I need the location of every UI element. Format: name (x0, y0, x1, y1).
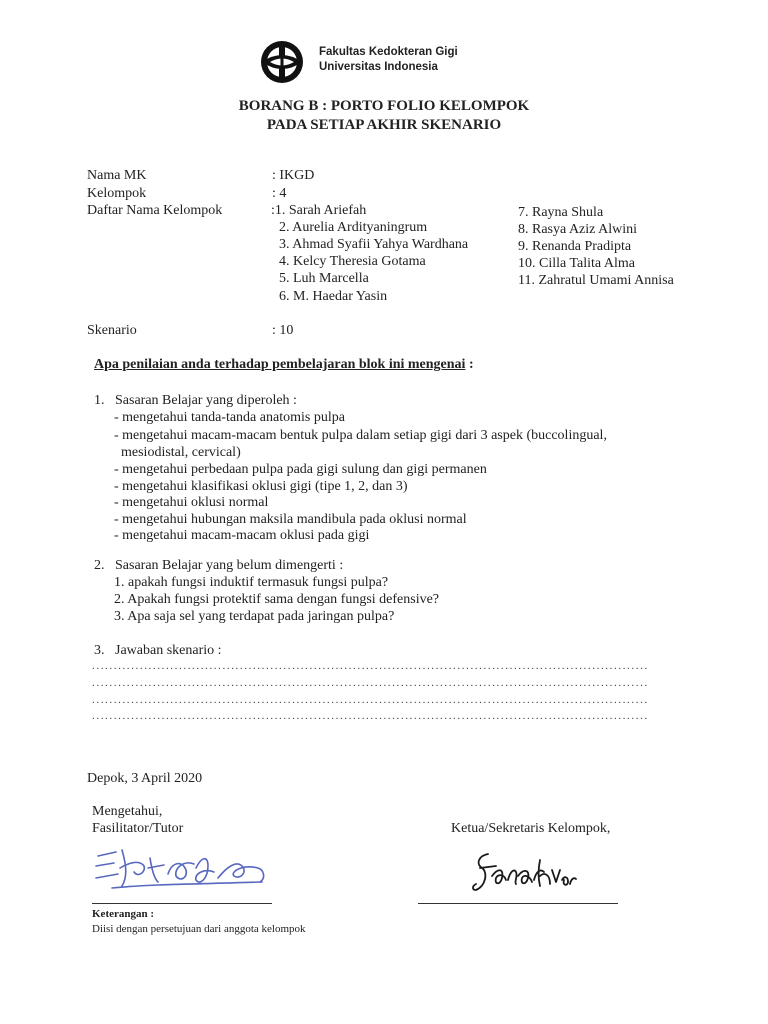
tutor-signature-image (92, 838, 272, 894)
institution-line1: Fakultas Kedokteran Gigi (319, 46, 458, 58)
section1-item: - mengetahui hubungan maksila mandibula pada oklusi normal (114, 512, 467, 527)
section2-item: 3. Apa saja sel yang terdapat pada jaringan pulpa? (114, 609, 395, 624)
makara-logo-icon (256, 38, 308, 86)
member-item: 8. Rasya Aziz Alwini (518, 222, 637, 237)
skenario-label: Skenario (87, 323, 137, 338)
answer-line: ................................................................................................................................ (92, 694, 649, 706)
question-suffix: : (468, 357, 474, 372)
section2-heading: 2. Sasaran Belajar yang belum dimengerti : (94, 558, 344, 573)
member-item: 10. Cilla Talita Alma (518, 256, 635, 271)
fasilitator-label: Fasilitator/Tutor (92, 821, 184, 836)
section2-item: 2. Apakah fungsi protektif sama dengan fungsi defensive? (114, 592, 440, 607)
question-text: Apa penilaian anda terhadap pembelajaran blok ini mengenai (94, 357, 466, 372)
member-item: 6. M. Haedar Yasin (279, 289, 388, 304)
section1-item: - mengetahui oklusi normal (114, 495, 269, 510)
section1-item: - mengetahui macam-macam oklusi pada gigi (114, 528, 370, 543)
ketua-signature-image (470, 846, 580, 896)
section3-heading: 3. Jawaban skenario : (94, 643, 222, 658)
daftar-label: Daftar Nama Kelompok (87, 203, 223, 218)
university-logo (256, 38, 308, 86)
keterangan-text: Diisi dengan persetujuan dari anggota kelompok (92, 923, 306, 935)
tutor-signature-line (92, 903, 272, 904)
member-item: 7. Rayna Shula (518, 205, 604, 220)
section1-item: - mengetahui tanda-tanda anatomis pulpa (114, 410, 345, 425)
section1-item: - mengetahui macam-macam bentuk pulpa dalam setiap gigi dari 3 aspek (buccolingual, (114, 428, 607, 443)
section1-heading: 1. Sasaran Belajar yang diperoleh : (94, 393, 297, 408)
ketua-signature-line (418, 903, 618, 904)
kelompok-value: : 4 (272, 186, 287, 201)
answer-line: ................................................................................................................................ (92, 710, 649, 722)
member-item: 9. Renanda Pradipta (518, 239, 632, 254)
section1-item: mesiodistal, cervical) (114, 445, 241, 460)
section1-item: - mengetahui perbedaan pulpa pada gigi sulung dan gigi permanen (114, 462, 487, 477)
member-item: 11. Zahratul Umami Annisa (518, 273, 674, 288)
member-item: 5. Luh Marcella (279, 271, 369, 286)
nama-mk-label: Nama MK (87, 168, 147, 183)
ketua-label: Ketua/Sekretaris Kelompok, (451, 821, 611, 836)
member-item: 3. Ahmad Syafii Yahya Wardhana (279, 237, 469, 252)
document-date: Depok, 3 April 2020 (87, 771, 203, 786)
skenario-value: : 10 (272, 323, 294, 338)
title-line2: PADA SETIAP AKHIR SKENARIO (266, 117, 502, 133)
institution-line2: Universitas Indonesia (319, 61, 438, 73)
section1-item: - mengetahui klasifikasi oklusi gigi (tipe 1, 2, dan 3) (114, 479, 408, 494)
member-item: 4. Kelcy Theresia Gotama (279, 254, 426, 269)
member-item: 2. Aurelia Ardityaningrum (279, 220, 428, 235)
tutor-signature (92, 838, 272, 894)
ketua-signature (470, 846, 580, 896)
member-item: :1. Sarah Ariefah (271, 203, 367, 218)
nama-mk-value: : IKGD (272, 168, 315, 183)
section2-item: 1. apakah fungsi induktif termasuk fungsi pulpa? (114, 575, 389, 590)
answer-line: ................................................................................................................................ (92, 677, 649, 689)
answer-line: ................................................................................................................................ (92, 660, 649, 672)
mengetahui-label: Mengetahui, (92, 804, 163, 819)
keterangan-label: Keterangan : (92, 908, 155, 920)
kelompok-label: Kelompok (87, 186, 147, 201)
question-heading (94, 356, 474, 373)
title-line1: BORANG B : PORTO FOLIO KELOMPOK (238, 98, 530, 114)
